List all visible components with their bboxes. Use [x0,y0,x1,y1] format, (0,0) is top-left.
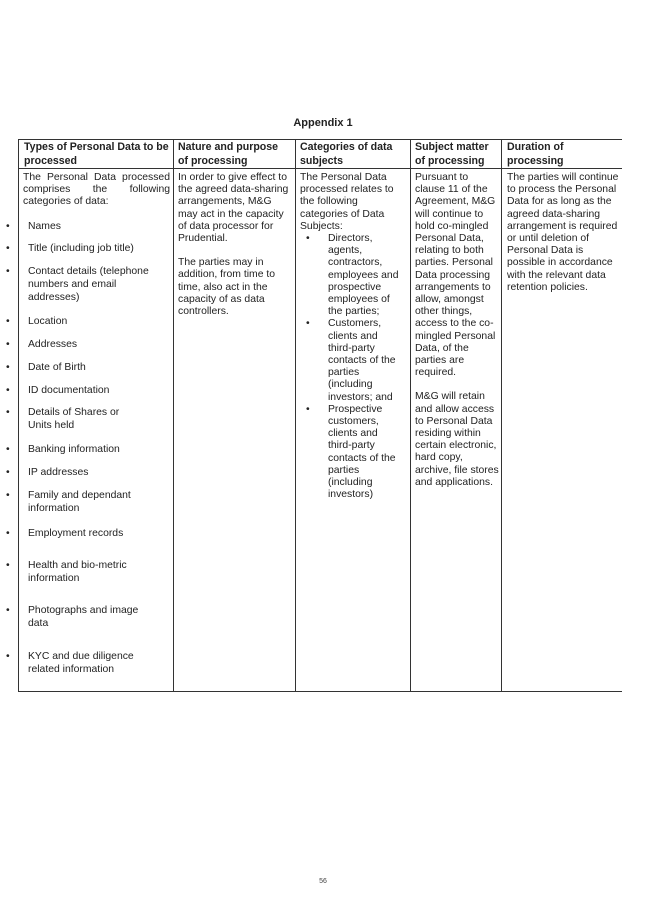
subject-paragraph-2: M&G will retain and allow access to Personal Data residing within certain electronic, hard copy, archive, file stores and applications. [415,391,499,488]
header-subject-matter: Subject matter of processing [415,141,489,167]
bullet-icon: • [6,362,10,373]
header-categories-subjects: Categories of data subjects [300,141,393,167]
bullet-icon: • [306,318,310,330]
bullet-icon: • [6,243,10,254]
duration-paragraph: The parties will continue to process the Personal Data for as long as the agreed data-sharing arrangement is required or until deletion of Personal Data is possible in accordance with the relevant data retention policies. [507,172,619,293]
column-divider-4 [501,139,502,692]
header-bottom-border [18,168,622,169]
nature-paragraph-1: In order to give effect to the agreed data-sharing arrangements, M&G may act in the capacity of data processor for Prudential. [178,172,289,245]
bullet-icon: • [6,407,10,418]
list-item: • Directors, agents, contractors, employees and prospective employees of the parties; [306,233,399,318]
table-left-border [18,139,19,692]
bullet-icon: • [6,221,10,232]
bullet-icon: • [6,490,10,501]
bullet-icon: • [6,266,10,277]
bullet-icon: • [6,385,10,396]
column-divider-3 [410,139,411,692]
bullet-icon: • [306,403,310,415]
page-number: 56 [319,878,327,885]
bullet-icon: • [6,528,10,539]
nature-paragraph-2: The parties may in addition, from time to time, also act in the capacity of as data controllers. [178,257,276,318]
subject-paragraph-1: Pursuant to clause 11 of the Agreement, M&G will continue to hold co-mingled Personal Data, relating to both parties. Personal Data processing arrangements to allow, amongst other things, access to the co-mingled Personal Data, of the parties are required. [415,172,496,379]
bullet-icon: • [6,605,10,616]
bullet-icon: • [6,560,10,571]
types-intro: The Personal Data processed comprises the following categories of data: [23,172,170,208]
categories-subjects-cell [300,172,404,501]
list-item: • Customers, clients and third-party contacts of the parties (including investors; and [306,318,396,403]
duration-cell [507,172,619,294]
page-title: Appendix 1 [293,117,353,129]
header-types-of-data: Types of Personal Data to be processed [24,141,169,167]
nature-purpose-cell [178,172,290,318]
bullet-icon: • [6,444,10,455]
bullet-icon: • [6,651,10,662]
header-duration: Duration of processing [507,141,564,167]
bullet-icon: • [6,339,10,350]
bullet-icon: • [306,233,310,245]
bullet-icon: • [6,467,10,478]
types-of-data-cell [23,172,170,209]
table-bottom-border [18,691,622,692]
subject-matter-cell [415,172,499,489]
column-divider-1 [173,139,174,692]
bullet-icon: • [6,316,10,327]
list-item: • Prospective customers, clients and third-party contacts of the parties (including investors) [306,403,396,501]
header-nature-purpose: Nature and purpose of processing [178,141,279,167]
column-divider-2 [295,139,296,692]
categories-intro: The Personal Data processed relates to the following categories of Data Subjects: [300,172,394,232]
